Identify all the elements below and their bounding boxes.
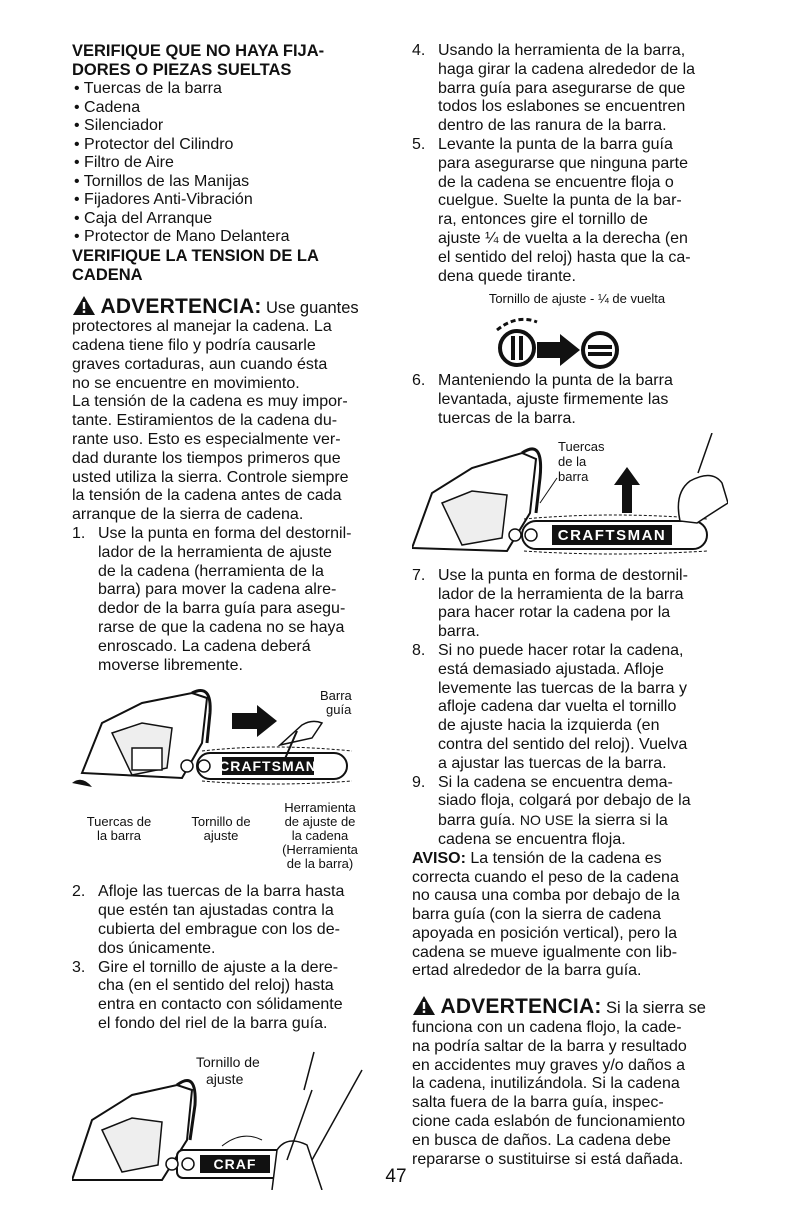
step-line: dedor de la barra guía para asegu- (98, 600, 346, 618)
step-number: 8. (412, 641, 426, 659)
step-line: barra guía para asegurarse de que (438, 79, 686, 97)
step-line: siado floja, colgará por debajo de la (438, 792, 691, 810)
step-number: 3. (72, 958, 86, 976)
warning-line: no se encuentre en movimiento. (72, 374, 300, 392)
list-item: • Cadena (72, 99, 382, 118)
warning-line: repararse o sustituirse si está dañada. (412, 1150, 684, 1168)
step-line: cadena se encuentra floja. (438, 830, 626, 848)
step-line: de ajuste hacia la izquierda (en (438, 717, 660, 735)
step-line: ajuste ¼ de vuelta a la derecha (en (438, 229, 688, 247)
step-3 (72, 959, 382, 1034)
list-item: • Protector del Cilindro (72, 136, 382, 155)
step-line: todos los eslabones se encuentren (438, 98, 686, 116)
warning-text: Use guantes (265, 298, 359, 317)
arrow-up-icon (614, 467, 640, 513)
caption-line: Tornillo de (196, 1053, 260, 1070)
step-text: la sierra si la (577, 812, 668, 830)
list-item: • Silenciador (72, 117, 382, 136)
step-6 (412, 372, 728, 428)
list-item: • Filtro de Aire (72, 154, 382, 173)
step-line: lador de la herramienta de la barra (438, 585, 684, 603)
step-1 (72, 525, 382, 675)
label-tuercas-barra (558, 439, 604, 484)
warning-line: salta fuera de la barra guía, inspec- (412, 1094, 664, 1112)
step-line: barra. (438, 623, 480, 641)
notice-line: cadena se mueve igualmente con lib- (412, 943, 678, 961)
step-9 (412, 774, 728, 850)
warning-line: funciona con un cadena flojo, la cade- (412, 1019, 682, 1037)
no-use-text: NO USE (519, 812, 574, 829)
step-line: para hacer rotar la cadena por la (438, 604, 671, 622)
step-line: haga girar la cadena alrededor de la (438, 60, 696, 78)
heading-chain-tension (72, 247, 382, 285)
heading-check-fasteners (72, 42, 382, 80)
step-number: 7. (412, 566, 426, 584)
label-herramienta (260, 801, 380, 871)
warning-line: graves cortaduras, aun cuando ésta (72, 355, 328, 373)
notice-line: apoyada en posición vertical), pero la (412, 924, 678, 942)
step-4 (412, 42, 728, 136)
step-line: el fondo del riel de la barra guía. (98, 1015, 328, 1033)
label-tornillo (176, 815, 266, 843)
step-line: a ajustar las tuercas de la barra. (438, 754, 667, 772)
step-number: 1. (72, 525, 86, 543)
caption-line: (Herramienta (282, 842, 358, 858)
notice-line: correcta cuando el peso de la cadena (412, 868, 679, 886)
caption-line: la barra (96, 828, 142, 844)
caption-line: ajuste (203, 828, 239, 844)
arrow-icon (232, 705, 277, 737)
caption-line: de ajuste de (284, 814, 356, 830)
quarter-turn-diagram (412, 308, 728, 372)
step-number: 6. (412, 372, 426, 390)
heading-line: VERIFIQUE LA TENSION DE LA (72, 246, 319, 265)
step-text: barra guía. (438, 812, 516, 830)
step-line: ra, entonces gire el tornillo de (438, 211, 648, 229)
caption-line: Tuercas de (86, 814, 152, 830)
notice-line: ertad alrededor de la barra guía. (412, 962, 642, 980)
left-column (72, 42, 382, 1190)
warning-triangle-icon (72, 295, 96, 316)
step-line: moverse libremente. (98, 656, 243, 674)
step-line (438, 811, 728, 831)
warning-line: en accidentes muy graves y/o daños a (412, 1056, 686, 1074)
warning-loose-chain (412, 995, 728, 1169)
step-line: está demasiado ajustada. Afloje (438, 660, 664, 678)
step-line: entra en contacto con sólidamente (98, 996, 343, 1014)
warning-gloves (72, 295, 382, 394)
step-line: el sentido del reloj) hasta que la ca- (438, 248, 691, 266)
step-line: dos únicamente. (98, 939, 216, 957)
caption-line: Herramienta (284, 800, 356, 816)
warning-line: cadena tiene filo y podría causarle (72, 337, 316, 355)
step-line: afloje cadena dar vuelta el tornillo (438, 698, 677, 716)
step-line: levemente las tuercas de la barra y (438, 679, 688, 697)
step-number: 9. (412, 773, 426, 791)
step-line: rarse de que la cadena no se haya (98, 619, 345, 637)
right-column (412, 42, 728, 1169)
list-item: • Tornillos de las Manijas (72, 173, 382, 192)
step-5 (412, 136, 728, 286)
warning-line: na podría saltar de la barra y resultado (412, 1037, 687, 1055)
caption-line: Barra (320, 688, 352, 704)
step-line: Levante la punta de la barra guía (438, 135, 673, 153)
heading-line: CADENA (72, 265, 143, 284)
screw-before-icon (500, 331, 534, 365)
heading-line: DORES O PIEZAS SUELTAS (72, 61, 292, 79)
step-line: dena quede tirante. (438, 267, 576, 285)
step-line: tuercas de la barra. (438, 409, 576, 427)
step-line: lador de la herramienta de ajuste (98, 543, 332, 561)
step-line: cha (en el sentido del reloj) hasta (98, 977, 334, 995)
step-line: cubierta del embrague con los de- (98, 921, 340, 939)
list-item: • Caja del Arranque (72, 210, 382, 229)
list-item: • Tuercas de la barra (72, 80, 382, 99)
notice-title: AVISO: (412, 849, 466, 867)
step-2 (72, 883, 382, 958)
step-line: Si no puede hacer rotar la cadena, (438, 641, 684, 659)
figure-quarter-turn (412, 290, 728, 372)
paragraph-line: dad durante los tiempos primeros que (72, 449, 341, 467)
step-number: 5. (412, 135, 426, 153)
notice-line: no causa una comba por debajo de la (412, 887, 680, 905)
warning-line: cione cada eslabón de funcionamiento (412, 1113, 686, 1131)
step-line: Si la cadena se encuentra dema- (438, 773, 673, 791)
step-number: 4. (412, 42, 426, 59)
screw-caption: Tornillo de ajuste - ¼ de vuelta (488, 291, 666, 307)
list-item: • Protector de Mano Delantera (72, 228, 382, 247)
notice-text: La tensión de la cadena es (470, 849, 662, 867)
step-number: 2. (72, 883, 86, 901)
steps-list-right-2 (412, 372, 728, 428)
paragraph-line: tante. Estiramientos de la cadena du- (72, 412, 338, 430)
warning-title: ADVERTENCIA: (440, 995, 602, 1019)
paragraph-line: rante uso. Esto es especialmente ver- (72, 431, 341, 449)
paragraph-line: la tensión de la cadena antes de cada (72, 487, 342, 505)
figure-bar-nuts (412, 433, 728, 565)
brand-logo: CRAFTSMAN (219, 758, 317, 775)
step-line: Manteniendo la punta de la barra (438, 372, 673, 390)
screw-after-icon (583, 333, 617, 367)
warning-line: protectores al manejar la cadena. La (72, 318, 332, 336)
fastener-list (72, 80, 382, 247)
list-item: • Fijadores Anti-Vibración (72, 191, 382, 210)
step-line: Use la punta en forma del destornil- (98, 525, 352, 543)
caption-line: ajuste (206, 1070, 244, 1087)
label-tuercas (74, 815, 164, 843)
warning-text: Si la sierra se (605, 999, 706, 1018)
steps-list-right (412, 42, 728, 286)
label-barra-guia (320, 689, 352, 717)
step-line: cuelgue. Suelte la punta de la bar- (438, 192, 682, 210)
notice-line: barra guía (con la sierra de cadena (412, 906, 662, 924)
step-7 (412, 567, 728, 642)
caption-line: guía (326, 702, 352, 718)
paragraph-line: usted utiliza la sierra. Controle siempre (72, 468, 349, 486)
paragraph-line: La tensión de la cadena es muy impor- (72, 393, 348, 411)
caption-line: barra (558, 468, 589, 484)
tension-paragraph (72, 393, 382, 525)
steps-list-right-3 (412, 567, 728, 850)
notice-block (412, 850, 728, 982)
step-line: enroscado. La cadena deberá (98, 637, 311, 655)
brand-logo: CRAF (213, 1155, 257, 1172)
step-line: que estén tan ajustadas contra la (98, 902, 334, 920)
steps-list-left (72, 525, 382, 675)
warning-title: ADVERTENCIA: (100, 294, 262, 318)
step-8 (412, 642, 728, 774)
step-line: dentro de las ranura de la barra. (438, 117, 667, 135)
brand-logo: CRAFTSMAN (557, 526, 667, 544)
paragraph-line: arranque de la sierra de cadena. (72, 506, 304, 524)
label-tornillo-ajuste (196, 1054, 260, 1088)
step-line: para asegurarse que ninguna parte (438, 154, 688, 172)
step-line: Use la punta en forma de destornil- (438, 566, 688, 584)
step-line: levantada, ajuste firmemente las (438, 391, 669, 409)
step-line: Usando la herramienta de la barra, (438, 42, 686, 59)
step-line: Afloje las tuercas de la barra hasta (98, 883, 345, 901)
step-line: contra del sentido del reloj). Vuelva (438, 735, 688, 753)
caption-line: de la (558, 453, 587, 469)
step-line: Gire el tornillo de ajuste a la dere- (98, 958, 339, 976)
step-line: de la cadena se encuentre floja o (438, 173, 674, 191)
page-number: 47 (385, 1166, 407, 1187)
warning-line: la cadena, inutilizándola. Si la cadena (412, 1075, 680, 1093)
step-line: de la cadena (herramienta de la (98, 562, 324, 580)
arrow-icon (537, 334, 580, 366)
heading-line: VERIFIQUE QUE NO HAYA FIJA- (72, 42, 325, 60)
caption-line: la cadena (291, 828, 349, 844)
figure-bar-tool (72, 683, 382, 883)
warning-triangle-icon (412, 995, 436, 1016)
warning-line: en busca de daños. La cadena debe (412, 1131, 671, 1149)
caption-line: Tornillo de (191, 814, 251, 830)
steps-list-left-2 (72, 883, 382, 1033)
caption-line: Tuercas (558, 438, 605, 454)
step-line: barra) para mover la cadena alre- (98, 581, 337, 599)
caption-line: de la barra) (286, 856, 354, 872)
